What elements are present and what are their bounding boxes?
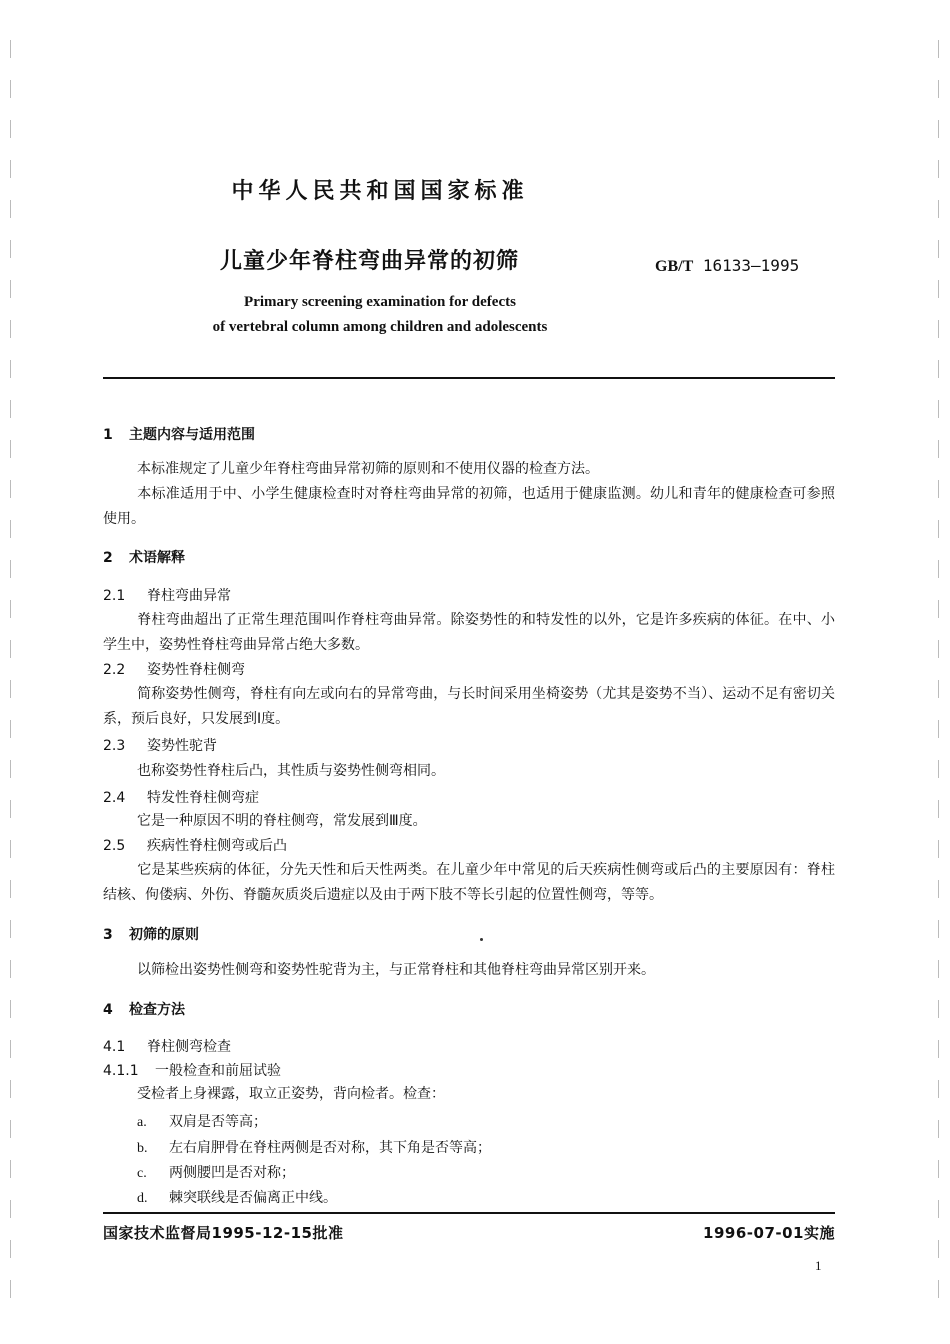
term-number: 2.4 (103, 790, 126, 806)
footer-rule (103, 1212, 835, 1214)
item-letter: d. (137, 1191, 148, 1206)
term-2-1-text (103, 608, 835, 658)
check-item-d (137, 1187, 337, 1207)
term-title: 姿势性驼背 (147, 738, 217, 754)
section-4-heading (103, 999, 185, 1019)
item-letter: a. (137, 1115, 147, 1130)
term-2-3-text (103, 759, 835, 784)
section-number: 3 (103, 927, 113, 943)
term-2-2-text (103, 682, 835, 732)
term-number: 2.1 (103, 588, 126, 604)
section-title: 术语解释 (129, 550, 185, 566)
term-title: 特发性脊柱侧弯症 (147, 790, 259, 806)
subsection-4-1-1-heading (103, 1060, 281, 1080)
page-number: 1 (815, 1258, 822, 1273)
paragraph-text: 它是一种原因不明的脊柱侧弯，常发展到Ⅲ度。 (137, 813, 427, 829)
scan-edge-left (10, 40, 11, 1314)
paragraph-text: 以筛检出姿势性侧弯和姿势性驼背为主，与正常脊柱和其他脊柱弯曲异常区别开来。 (137, 962, 655, 978)
effective-date: 1996-07-01实施 (703, 1224, 835, 1242)
item-text: 双肩是否等高； (169, 1114, 267, 1130)
subsection-4-1-heading (103, 1036, 231, 1056)
term-number: 2.5 (103, 838, 126, 854)
term-title: 疾病性脊柱侧弯或后凸 (147, 838, 287, 854)
check-intro (103, 1082, 835, 1107)
paragraph-text: 本标准规定了儿童少年脊柱弯曲异常初筛的原则和不使用仪器的检查方法。 (137, 461, 599, 477)
subsection-title: 一般检查和前屈试验 (155, 1063, 281, 1079)
paragraph-text: 它是某些疾病的体征，分先天性和后天性两类。在儿童少年中常见的后天疾病性侧弯或后凸的主要原因有：脊柱结核、佝偻病、外伤、脊髓灰质炎后遗症以及由于两下肢不等长引起的位置性侧弯，等等。 (103, 862, 835, 903)
term-2-4-heading (103, 787, 259, 807)
term-number: 2.2 (103, 662, 126, 678)
section-number: 4 (103, 1002, 113, 1018)
section-2-heading (103, 547, 185, 567)
scan-speck (480, 938, 483, 941)
section-number: 1 (103, 427, 113, 443)
item-letter: c. (137, 1166, 147, 1181)
scan-edge-right (938, 40, 939, 1314)
section-title: 初筛的原则 (129, 927, 199, 943)
paragraph-text: 也称姿势性脊柱后凸，其性质与姿势性侧弯相同。 (137, 763, 445, 779)
term-2-5-text (103, 858, 835, 908)
term-2-5-heading (103, 835, 287, 855)
section-title: 主题内容与适用范围 (129, 427, 255, 443)
term-2-3-heading (103, 735, 217, 755)
section-number: 2 (103, 550, 113, 566)
standard-prefix: GB/T (655, 258, 694, 275)
section-3-text (103, 958, 835, 983)
national-standard-heading: 中华人民共和国国家标准 (231, 179, 529, 204)
check-item-b (137, 1137, 491, 1157)
header-rule (103, 377, 835, 379)
check-item-c (137, 1162, 295, 1182)
subsection-title: 脊柱侧弯检查 (147, 1039, 231, 1055)
title-chinese: 儿童少年脊柱弯曲异常的初筛 (220, 249, 520, 274)
item-text: 两侧腰凹是否对称； (169, 1165, 295, 1181)
check-item-a (137, 1111, 267, 1131)
paragraph-text: 受检者上身裸露，取立正姿势，背向检者。检查： (137, 1086, 445, 1102)
term-2-1-heading (103, 585, 231, 605)
item-text: 棘突联线是否偏离正中线。 (169, 1190, 337, 1206)
standard-number (655, 256, 799, 276)
section-3-heading (103, 924, 199, 944)
section-1-paragraph-1 (103, 457, 835, 482)
section-1-paragraph-2 (103, 482, 835, 532)
subsection-number: 4.1.1 (103, 1063, 139, 1079)
term-2-4-text (103, 809, 835, 834)
section-title: 检查方法 (129, 1002, 185, 1018)
approval-line: 国家技术监督局1995-12-15批准 (103, 1224, 344, 1242)
title-english-line1: Primary screening examination for defects (244, 294, 516, 310)
title-english-line2: of vertebral column among children and adolescents (212, 319, 548, 335)
paragraph-text: 脊柱弯曲超出了正常生理范围叫作脊柱弯曲异常。除姿势性的和特发性的以外，它是许多疾病的体征。在中、小学生中，姿势性脊柱弯曲异常占绝大多数。 (103, 612, 835, 653)
paragraph-text: 本标准适用于中、小学生健康检查时对脊柱弯曲异常的初筛，也适用于健康监测。幼儿和青年的健康检查可参照使用。 (103, 486, 835, 527)
paragraph-text: 简称姿势性侧弯，脊柱有向左或向右的异常弯曲，与长时间采用坐椅姿势（尤其是姿势不当）、运动不足有密切关系，预后良好，只发展到Ⅰ度。 (103, 686, 835, 727)
term-number: 2.3 (103, 738, 126, 754)
section-1-heading (103, 424, 255, 444)
term-2-2-heading (103, 659, 245, 679)
term-title: 脊柱弯曲异常 (147, 588, 231, 604)
term-title: 姿势性脊柱侧弯 (147, 662, 245, 678)
item-letter: b. (137, 1141, 148, 1156)
item-text: 左右肩胛骨在脊柱两侧是否对称，其下角是否等高； (169, 1140, 491, 1156)
standard-code: 16133—1995 (702, 256, 800, 275)
subsection-number: 4.1 (103, 1039, 126, 1055)
